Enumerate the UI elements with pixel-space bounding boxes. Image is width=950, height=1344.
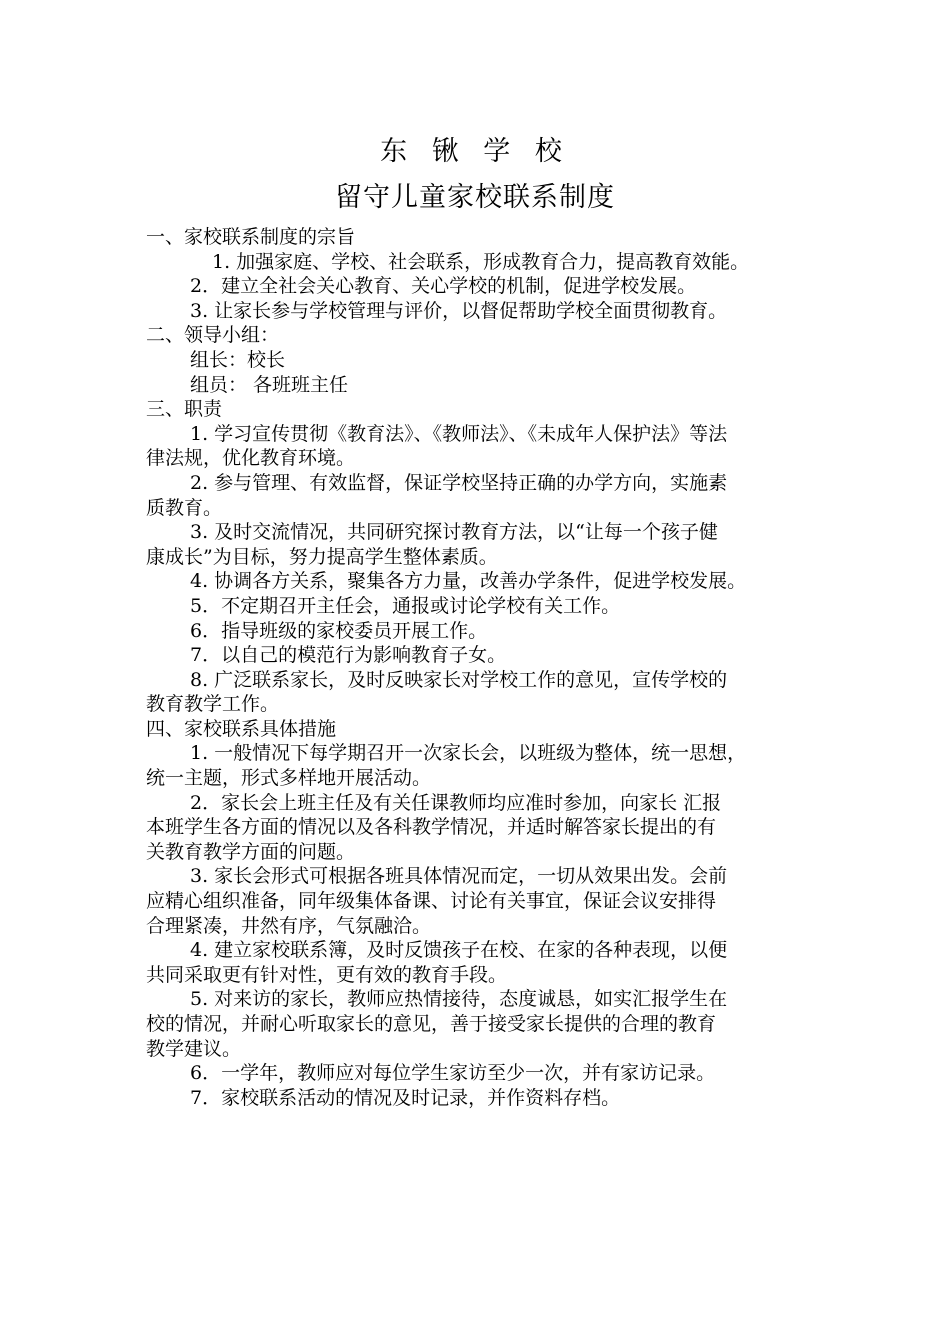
text-line: 6．指导班级的家校委员开展工作。 — [190, 619, 488, 642]
text-line: 4. 建立家校联系簿，及时反馈孩子在校、在家的各种表现，以便 — [190, 939, 728, 962]
text-line: 组长：校长 — [190, 348, 286, 371]
text-line: 教学建议。 — [146, 1037, 242, 1060]
text-line: 组员： 各班班主任 — [190, 373, 349, 396]
document-title: 留守儿童家校联系制度 — [335, 182, 615, 213]
text-line: 8. 广泛联系家长，及时反映家长对学校工作的意见，宣传学校的 — [190, 668, 728, 691]
text-line: 律法规，优化教育环境。 — [146, 447, 356, 470]
text-line: 2．家长会上班主任及有关任课教师均应准时参加，向家长 汇报 — [190, 791, 722, 814]
text-line: 共同采取更有针对性，更有效的教育手段。 — [146, 963, 508, 986]
text-line: 一、家校联系制度的宗旨 — [146, 226, 356, 248]
text-line: 康成长”为目标，努力提高学生整体素质。 — [146, 545, 498, 568]
text-line: 质教育。 — [146, 496, 223, 519]
text-line: 本班学生各方面的情况以及各科教学情况，并适时解答家长提出的有 — [146, 816, 717, 839]
text-line: 三、职责 — [146, 398, 223, 421]
text-line: 四、家校联系具体措施 — [146, 717, 337, 740]
text-line: 3. 及时交流情况，共同研究探讨教育方法，以“让每一个孩子健 — [190, 521, 718, 544]
text-line: 合理紧凑，井然有序，气氛融洽。 — [146, 914, 432, 937]
text-line: 统一主题，形式多样地开展活动。 — [146, 767, 432, 790]
document-body — [146, 225, 836, 1110]
text-line: 1. 一般情况下每学期召开一次家长会，以班级为整体，统一思想， — [190, 742, 747, 765]
text-line: 1. 学习宣传贯彻《教育法》、《教师法》、《未成年人保护法》等法 — [190, 422, 728, 445]
text-line: 6．一学年，教师应对每位学生家访至少一次，并有家访记录。 — [190, 1062, 716, 1085]
text-line: 关教育教学方面的问题。 — [146, 840, 356, 863]
text-line: 教育教学工作。 — [146, 693, 280, 716]
text-line: 校的情况，并耐心听取家长的意见，善于接受家长提供的合理的教育 — [146, 1013, 717, 1035]
text-line: 3. 家长会形式可根据各班具体情况而定，一切从效果出发。会前 — [190, 865, 728, 888]
text-line: 7．以自己的模范行为影响教育子女。 — [190, 644, 507, 667]
text-line: 5．不定期召开主任会，通报或讨论学校有关工作。 — [190, 594, 621, 617]
text-line: 2．建立全社会关心教育、关心学校的机制，促进学校发展。 — [190, 275, 697, 298]
text-line: 应精心组织准备，同年级集体备课、讨论有关事宜，保证会议安排得 — [146, 890, 717, 913]
text-line: 1. 加强家庭、学校、社会联系，形成教育合力，提高教育效能。 — [212, 250, 750, 273]
text-line: 3. 让家长参与学校管理与评价，以督促帮助学校全面贯彻教育。 — [190, 299, 728, 322]
text-line: 7．家校联系活动的情况及时记录，并作资料存档。 — [190, 1086, 621, 1109]
text-line: 4. 协调各方关系，聚集各方力量，改善办学条件，促进学校发展。 — [190, 570, 747, 593]
text-line: 二、领导小组： — [146, 324, 280, 347]
text-line: 5. 对来访的家长，教师应热情接待，态度诚恳，如实汇报学生在 — [190, 988, 728, 1011]
text-line: 2. 参与管理、有效监督，保证学校坚持正确的办学方向，实施素 — [190, 471, 728, 494]
school-name: 东 锹 学 校 — [380, 136, 570, 167]
